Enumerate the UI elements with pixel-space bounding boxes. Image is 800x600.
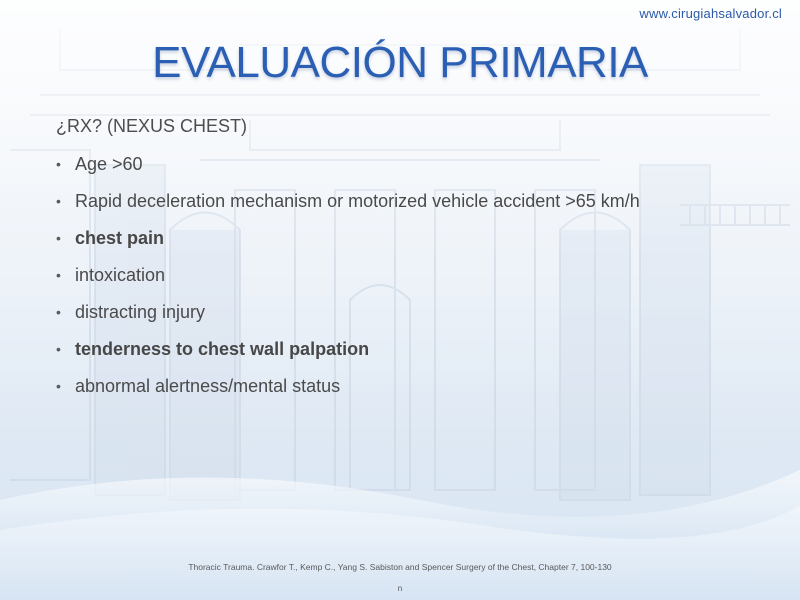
slide-title: EVALUACIÓN PRIMARIA [152, 38, 648, 87]
bullet-text: intoxication [75, 265, 166, 285]
bullet-list [56, 153, 696, 398]
bullet-item [56, 264, 696, 287]
bullet-item [56, 153, 696, 176]
bullet-item [56, 190, 696, 213]
bullet-text: Rapid deceleration mechanism or motorized vehicle accident >65 km/h [75, 191, 640, 211]
bullet-item [56, 301, 696, 324]
subheading: ¿RX? (NEXUS CHEST) [56, 116, 248, 136]
bullet-item [56, 375, 696, 398]
bullet-text: abnormal alertness/mental status [75, 376, 341, 396]
bullet-icon: • [56, 230, 61, 246]
bullet-icon: • [56, 341, 61, 357]
bullet-item [56, 338, 696, 361]
page-number: n [397, 584, 403, 593]
bullet-icon: • [56, 267, 61, 283]
bullet-icon: • [56, 156, 61, 172]
bullet-text: distracting injury [75, 302, 206, 322]
bullet-icon: • [56, 193, 61, 209]
bullet-text: chest pain [75, 228, 165, 248]
citation: Thoracic Trauma. Crawfor T., Kemp C., Yang S. Sabiston and Spencer Surgery of the Chest, Chapter 7, 100-130 [188, 562, 612, 572]
bullet-icon: • [56, 378, 61, 394]
bullet-text: Age >60 [75, 154, 143, 174]
bullet-item [56, 227, 696, 250]
slide-content [56, 116, 696, 412]
site-url: www.cirugiahsalvador.cl [639, 6, 782, 21]
bullet-text: tenderness to chest wall palpation [75, 339, 370, 359]
bullet-icon: • [56, 304, 61, 320]
